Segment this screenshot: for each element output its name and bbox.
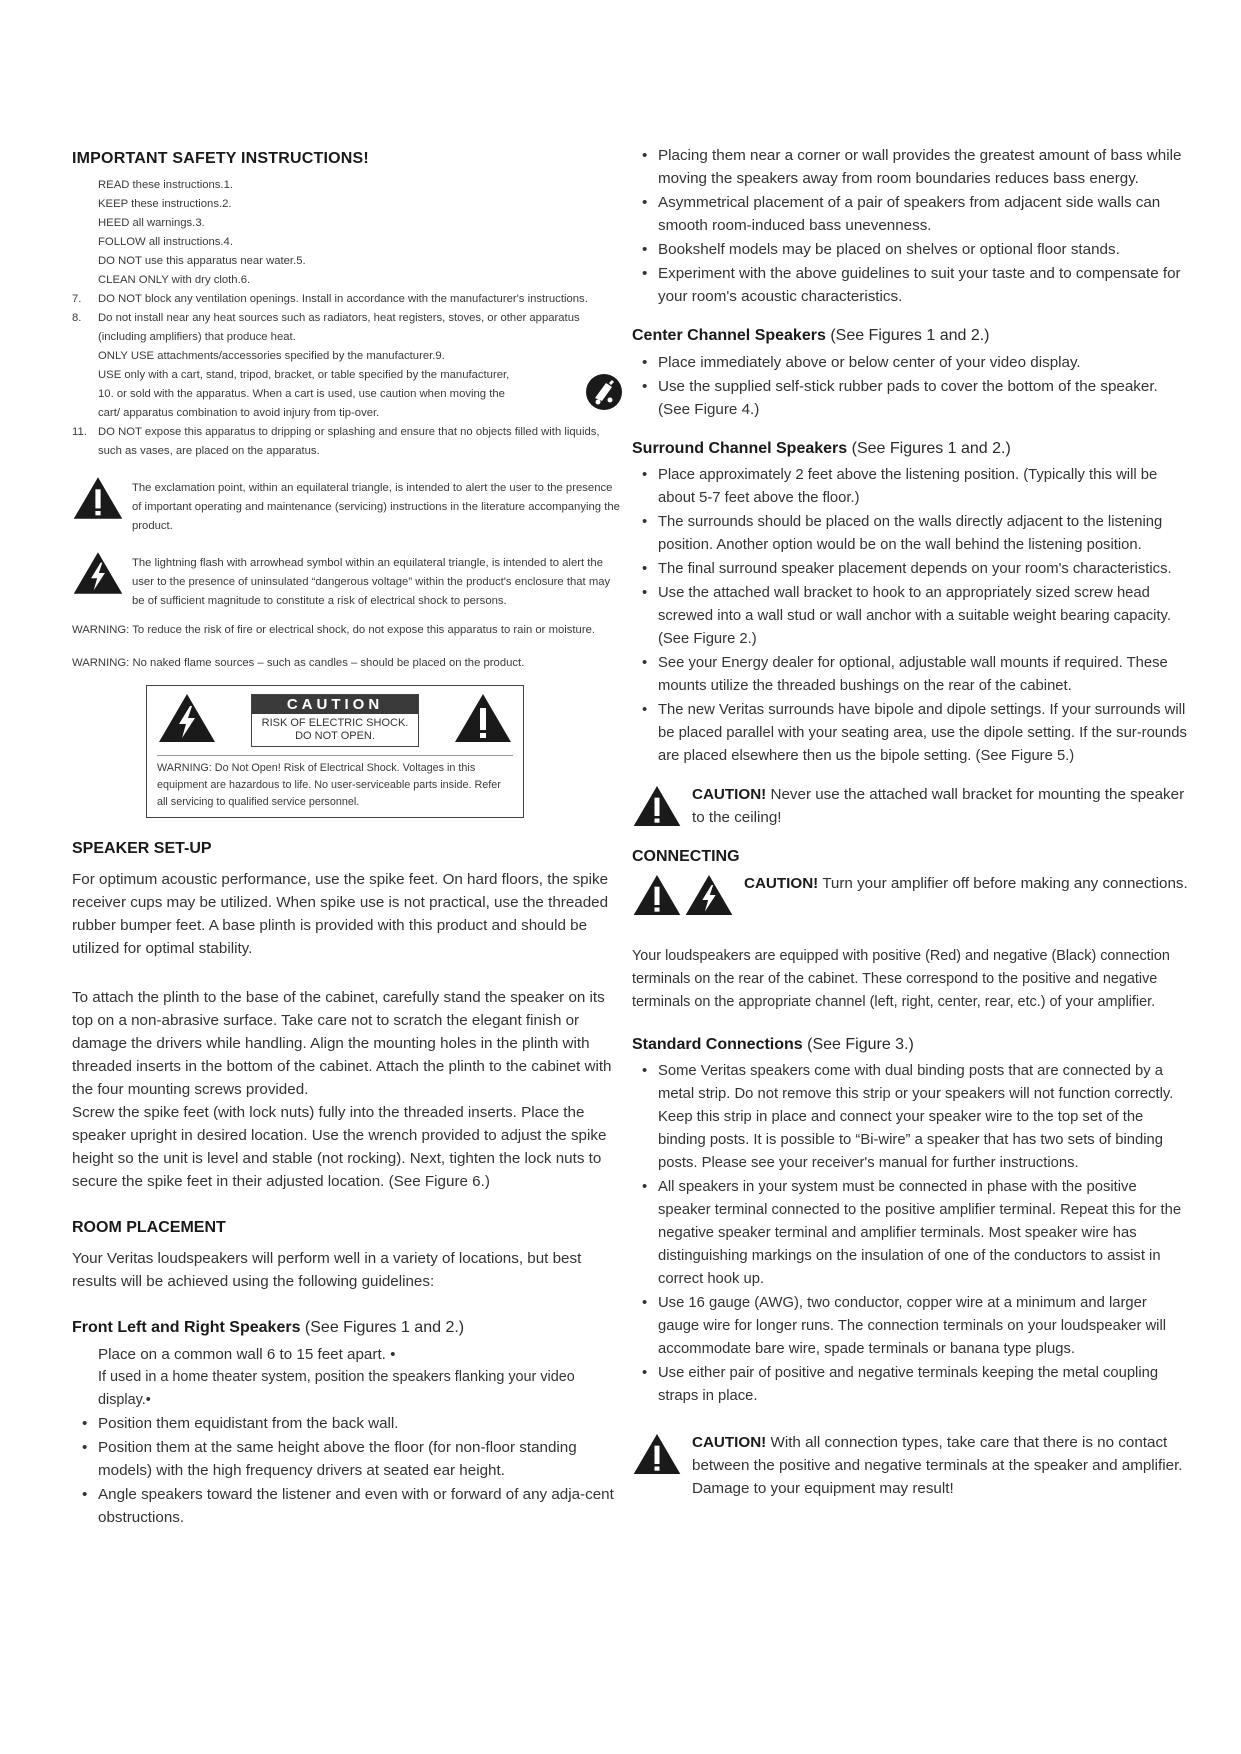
list-item: • The surrounds should be placed on the walls directly adjacent to the listening position. Another option would be on the wall behind the listening position. <box>632 511 1192 557</box>
exclamation-notice: The exclamation point, within an equilateral triangle, is intended to alert the user to the presence of important operating and maintenance (servicing) instructions in the literature accompanying the product. <box>72 475 624 536</box>
setup-paragraph: For optimum acoustic performance, use the spike feet. On hard floors, the spike receiver cups may be utilized. When spike use is not practical, use the threaded rubber bumper feet. A base plinth is provided with this product and should be utilized for optimal stability. <box>72 871 609 957</box>
list-item: • Use either pair of positive and negative terminals keeping the metal coupling straps in place. <box>632 1362 1192 1408</box>
center-bullets <box>632 351 1192 421</box>
setup-paragraph: To attach the plinth to the base of the cabinet, carefully stand the speaker on its top on a non-abrasive surface. Take care not to scratch the elegant finish or damage the drivers while handling. Align the mounting holes in the plinth with threaded inserts in the bottom of the cabinet. Attach the plinth to the cabinet with the four mounting screws provided. <box>72 989 612 1098</box>
placement-bullets <box>632 144 1192 308</box>
cart-tipover-icon <box>584 372 624 412</box>
exclamation-triangle-icon <box>632 872 682 923</box>
exclamation-triangle-icon <box>632 1431 682 1482</box>
connecting-caution: CAUTION! Turn your amplifier off before making any connections. <box>632 872 1192 923</box>
lightning-notice: The lightning flash with arrowhead symbol within an equilateral triangle, is intended to alert the user to the presence of uninsulated “dangerous voltage” within the product's enclosure that may be of sufficient magnitude to constitute a risk of electrical shock to persons. <box>72 550 624 611</box>
surround-heading: Surround Channel Speakers (See Figures 1 and 2.) <box>632 440 1011 457</box>
list-item: • Some Veritas speakers come with dual binding posts that are connected by a metal strip. Do not remove this strip or your speakers will not function correctly. Keep this strip in place and connect your speaker wire to the top set of the binding posts. It is possible to “Bi-wire” a speaker that has two sets of binding posts. Please see your receiver's manual for further instructions. <box>632 1060 1192 1175</box>
list-item: • The new Veritas surrounds have bipole and dipole settings. If your surrounds will be placed parallel with your seating area, use the dipole setting. If the sur-rounds are placed elsewhere then us the bipole setting. (See Figure 5.) <box>632 699 1192 768</box>
warning-flame: WARNING: No naked flame sources – such as candles – should be placed on the product. <box>72 657 525 669</box>
exclamation-triangle-icon <box>453 692 513 749</box>
front-line: Place on a common wall 6 to 15 feet apart. • <box>98 1346 396 1363</box>
list-item: • Position them at the same height above the floor (for non-floor standing models) with the high frequency drivers at seated ear height. <box>72 1436 624 1482</box>
safety-item: READ these instructions.1. <box>98 179 233 191</box>
list-item: • Experiment with the above guidelines to suit your taste and to compensate for your room's acoustic characteristics. <box>632 262 1192 308</box>
connecting-title: CONNECTING <box>632 848 740 865</box>
list-item: • Asymmetrical placement of a pair of speakers from adjacent side walls can smooth room-induced bass unevenness. <box>632 191 1192 237</box>
lightning-triangle-icon <box>684 872 734 923</box>
warning-rain: WARNING: To reduce the risk of fire or electrical shock, do not expose this apparatus to rain or moisture. <box>72 624 596 636</box>
list-item: • Bookshelf models may be placed on shelves or optional floor stands. <box>632 238 1192 261</box>
surround-caution: CAUTION! Never use the attached wall bracket for mounting the speaker to the ceiling! <box>632 783 1192 834</box>
standard-heading: Standard Connections (See Figure 3.) <box>632 1036 914 1053</box>
exclamation-triangle-icon <box>632 783 682 834</box>
list-item: • Use the attached wall bracket to hook to an appropriately sized screw head screwed into a wall stud or wall anchor with a suitable weight bearing capacity. (See Figure 2.) <box>632 582 1192 651</box>
caution-heading: CAUTION <box>252 695 418 714</box>
list-item: • See your Energy dealer for optional, adjustable wall mounts if required. These mounts utilize the threaded bushings on the rear of the cabinet. <box>632 652 1192 698</box>
list-item: • Use the supplied self-stick rubber pads to cover the bottom of the speaker. (See Figure 4.) <box>632 375 1192 421</box>
left-column <box>72 150 624 1530</box>
exclamation-triangle-icon <box>72 475 132 526</box>
list-item: • Place immediately above or below center of your video display. <box>632 351 1192 374</box>
room-paragraph: Your Veritas loudspeakers will perform well in a variety of locations, but best results will be achieved using the following guidelines: <box>72 1250 582 1290</box>
safety-item: USE only with a cart, stand, tripod, bracket, or table specified by the manufacturer, 10. or sold with the apparatus. When a cart is used, use caution when moving the cart/ apparatus combination to avoid injury from tip-over. <box>72 366 624 423</box>
safety-item: ONLY USE attachments/accessories specified by the manufacturer.9. <box>98 350 445 362</box>
list-item: • Place approximately 2 feet above the listening position. (Typically this will be about 5-7 feet above the floor.) <box>632 464 1192 510</box>
caution-label-box <box>146 685 524 818</box>
safety-item: FOLLOW all instructions.4. <box>98 236 233 248</box>
standard-bullets <box>632 1060 1192 1408</box>
lightning-triangle-icon <box>72 550 132 601</box>
safety-item: 7. DO NOT block any ventilation openings. Install in accordance with the manufacturer's instructions. <box>72 293 588 305</box>
caution-subtext: RISK OF ELECTRIC SHOCK. DO NOT OPEN. <box>261 717 409 742</box>
safety-item: 8. Do not install near any heat sources such as radiators, heat registers, stoves, or other apparatus (including amplifiers) that produce heat. <box>72 312 580 343</box>
room-title: ROOM PLACEMENT <box>72 1219 226 1236</box>
list-item: • Placing them near a corner or wall provides the greatest amount of bass while moving the speakers away from room boundaries reduces bass energy. <box>632 144 1192 190</box>
list-item: • Use 16 gauge (AWG), two conductor, copper wire at a minimum and larger gauge wire for longer runs. The connection terminals on your loudspeaker will accommodate bare wire, spade terminals or banana type plugs. <box>632 1292 1192 1361</box>
front-line: If used in a home theater system, position the speakers flanking your video display.• <box>98 1369 575 1408</box>
list-item: • All speakers in your system must be connected in phase with the positive speaker terminal connected to the positive amplifier terminal. Repeat this for the negative speaker terminal and amplifier terminals. Most speaker wire has distinguishing markings on the insulation of one of the conductors to assist in correct hook up. <box>632 1176 1192 1291</box>
safety-item: CLEAN ONLY with dry cloth.6. <box>98 274 251 286</box>
safety-item: KEEP these instructions.2. <box>98 198 232 210</box>
right-column <box>632 144 1192 1500</box>
safety-item: HEED all warnings.3. <box>98 217 205 229</box>
caution-footer: WARNING: Do Not Open! Risk of Electrical Shock. Voltages in this equipment are hazardous to life. No user-serviceable parts inside. Refer all servicing to qualified service personnel. <box>157 755 513 811</box>
lightning-triangle-icon <box>157 692 217 749</box>
safety-item: DO NOT use this apparatus near water.5. <box>98 255 306 267</box>
safety-list <box>72 176 624 461</box>
standard-caution: CAUTION! With all connection types, take care that there is no contact between the positive and negative terminals at the speaker and amplifier. Damage to your equipment may result! <box>632 1431 1192 1500</box>
surround-bullets <box>632 464 1192 768</box>
front-heading: Front Left and Right Speakers (See Figures 1 and 2.) <box>72 1319 465 1336</box>
connecting-paragraph: Your loudspeakers are equipped with positive (Red) and negative (Black) connection terminals on the rear of the cabinet. These correspond to the positive and negative terminals on the appropriate channel (left, right, center, rear, etc.) of your amplifier. <box>632 948 1170 1010</box>
list-item: • Angle speakers toward the listener and even with or forward of any adja-cent obstructions. <box>72 1483 624 1529</box>
setup-title: SPEAKER SET-UP <box>72 840 212 857</box>
safety-item: 11. DO NOT expose this apparatus to dripping or splashing and ensure that no objects filled with liquids, such as vases, are placed on the apparatus. <box>72 426 600 457</box>
list-item: • The final surround speaker placement depends on your room's characteristics. <box>632 558 1192 581</box>
front-bullets <box>72 1412 624 1529</box>
safety-title: IMPORTANT SAFETY INSTRUCTIONS! <box>72 150 369 167</box>
center-heading: Center Channel Speakers (See Figures 1 and 2.) <box>632 327 990 344</box>
list-item: • Position them equidistant from the back wall. <box>72 1412 624 1435</box>
setup-paragraph: Screw the spike feet (with lock nuts) fully into the threaded inserts. Place the speaker upright in desired location. Use the wrench provided to adjust the spike height so the unit is level and stable (not rocking). Next, tighten the lock nuts to secure the spike feet in their adjusted location. (See Figure 6.) <box>72 1104 607 1190</box>
